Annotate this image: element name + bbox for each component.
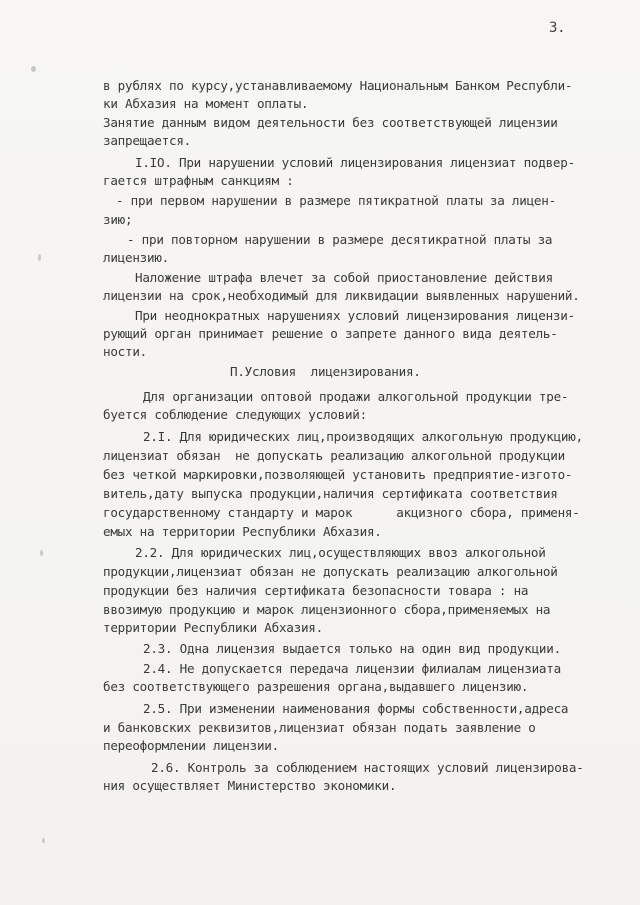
text-line: запрещается. [103,133,191,148]
text-line: 2.2. Для юридических лиц,осуществляющих ввоз алкогольной [135,545,546,560]
text-line: ввозимую продукцию и марок лицензионного сбора,применяемых на [103,602,551,617]
text-line: лицензиат обязан не допускать реализацию алкогольной продукции [103,448,565,463]
text-line: 2.I. Для юридических лиц,производящих алкогольную продукцию, [143,429,583,444]
text-line: без соответствующего разрешения органа,выдавшего лицензию. [103,679,529,694]
text-line: продукции,лицензиат обязан не допускать реализацию алкогольной [103,564,558,579]
scan-speck [31,66,36,72]
text-line: ки Абхазия на момент оплаты. [103,96,309,111]
text-line: Наложение штрафа влечет за собой приостановление действия [135,270,553,285]
scan-speck [38,254,41,261]
text-line: - при первом нарушении в размере пятикратной платы за лицен- [116,193,556,208]
text-line: в рублях по курсу,устанавливаемому Национальным Банком Республи- [103,78,573,93]
text-line: Для организации оптовой продажи алкогольной продукции тре- [143,389,569,404]
text-line: 2.4. Не допускается передача лицензии филиалам лицензиата [143,661,561,676]
text-line: витель,дату выпуска продукции,наличия сертификата соответствия [103,486,558,501]
text-line: 2.6. Контроль за соблюдением настоящих условий лицензирова- [151,760,584,775]
text-line: лицензии на срок,необходимый для ликвидации выявленных нарушений. [103,288,580,303]
text-line: продукции без наличия сертификата безопасности товара : на [103,583,529,598]
text-line: I.IO. При нарушении условий лицензирования лицензиат подвер- [135,155,575,170]
text-line: емых на территории Республики Абхазия. [103,524,382,539]
scan-speck [42,838,45,843]
text-line: и банковских реквизитов,лицензиат обязан подать заявление о [103,720,536,735]
text-line: зию; [103,212,133,227]
text-line: государственному стандарту и марок акцизного сбора, применя- [103,505,580,520]
text-line: гается штрафным санкциям : [103,173,294,188]
text-line: - при повторном нарушении в размере десятикратной платы за [127,232,553,247]
text-line: При неоднократных нарушениях условий лицензирования лицензи- [135,308,575,323]
text-line: лицензию. [103,250,169,265]
text-line: без четкой маркировки,позволяющей установить предприятие-изгото- [103,467,573,482]
text-line: ности. [103,344,147,359]
page-number: 3. [549,20,566,36]
text-line: Занятие данным видом деятельности без соответствующей лицензии [103,115,558,130]
text-line: буется соблюдение следующих условий: [103,407,367,422]
section-heading: П.Условия лицензирования. [230,364,421,379]
text-line: территории Республики Абхазия. [103,620,323,635]
text-line: рующий орган принимает решение о запрете данного вида деятель- [103,326,558,341]
text-line: 2.5. При изменении наименования формы собственности,адреса [143,701,569,716]
scan-speck [40,550,43,556]
text-line: 2.3. Одна лицензия выдается только на один вид продукции. [143,641,561,656]
text-line: переоформлении лицензии. [103,738,279,753]
text-line: ния осуществляет Министерство экономики. [103,778,397,793]
